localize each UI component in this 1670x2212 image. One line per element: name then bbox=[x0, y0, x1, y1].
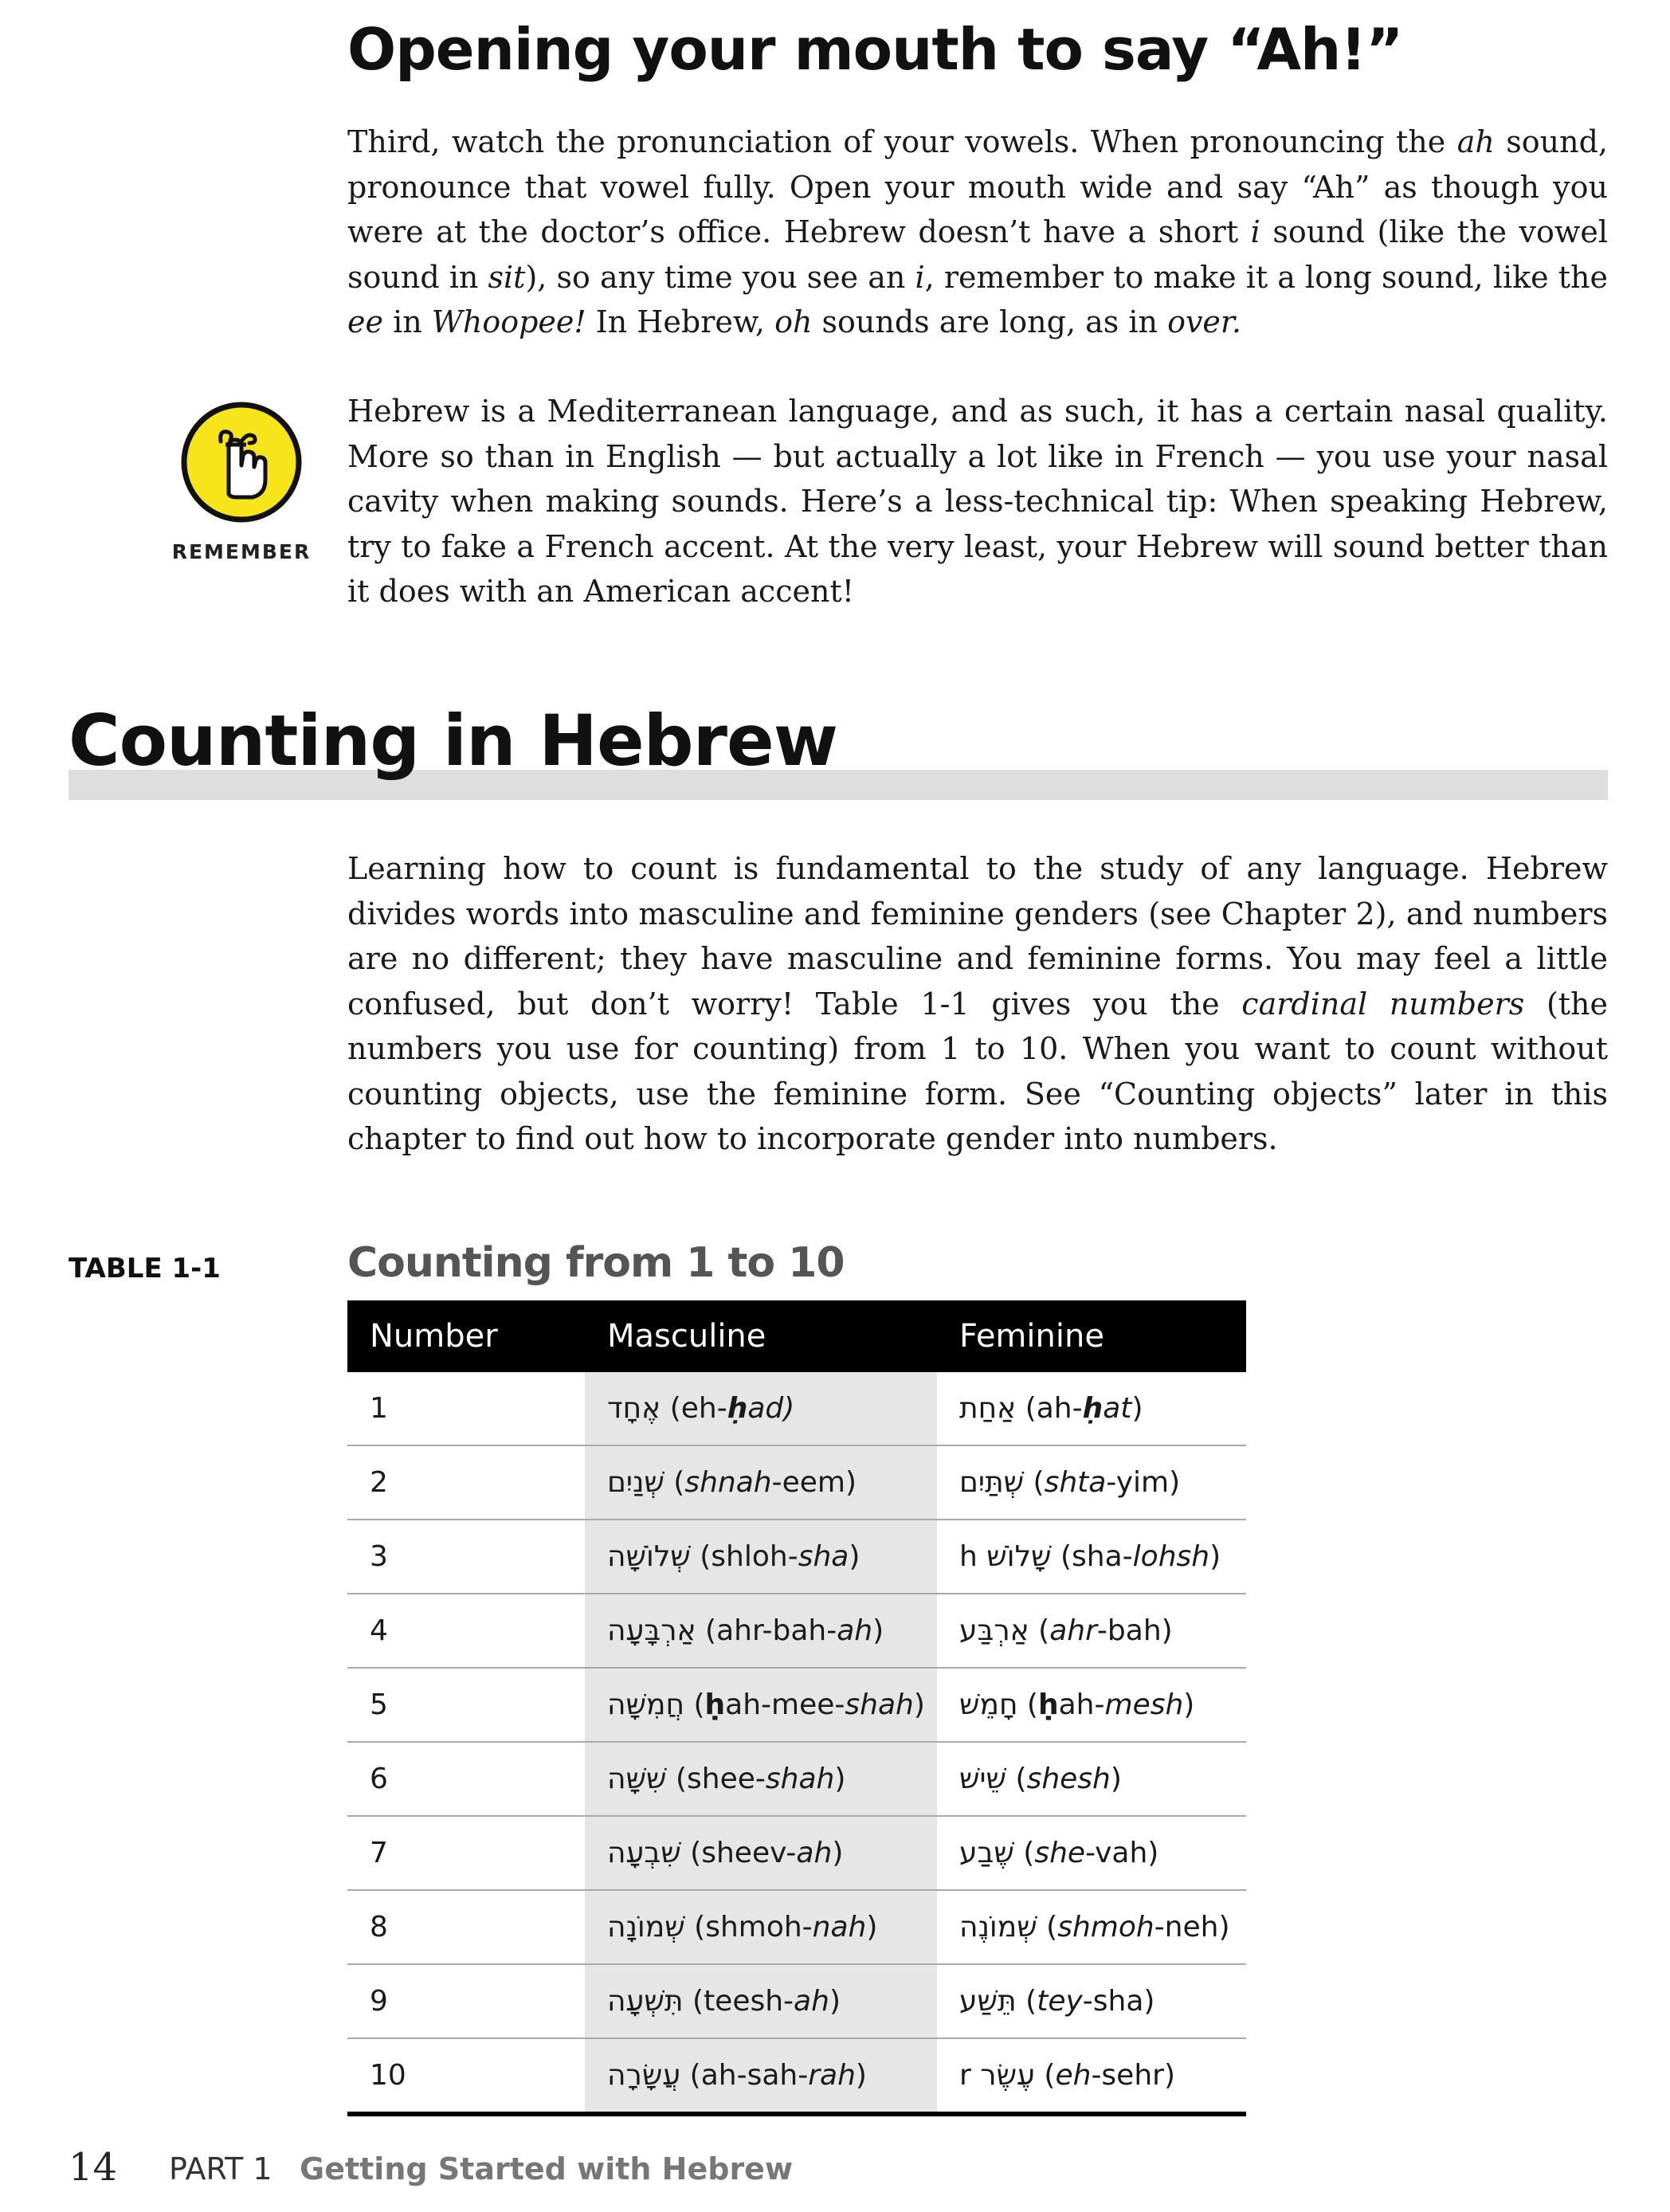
cell-feminine: אַרְבַּע (ahr-bah) bbox=[937, 1594, 1246, 1668]
cell-feminine: שְׁתַּיִם (shta-yim) bbox=[937, 1445, 1246, 1520]
table-row bbox=[347, 1372, 1246, 1445]
table-label: TABLE 1-1 bbox=[69, 1253, 221, 1284]
table-row bbox=[347, 1964, 1246, 2038]
cell-masculine: אֶחָד (eh-ḥad) bbox=[585, 1372, 937, 1445]
cell-masculine: שְׁלוֹשָׁה (shloh-sha) bbox=[585, 1520, 937, 1594]
remember-label: REMEMBER bbox=[171, 540, 312, 563]
page-number: 14 bbox=[69, 2145, 118, 2190]
table-row bbox=[347, 1668, 1246, 1742]
cell-number: 10 bbox=[347, 2038, 585, 2114]
table-row bbox=[347, 2038, 1246, 2114]
cell-masculine: תִּשְׁעָה (teesh-ah) bbox=[585, 1964, 937, 2038]
part-label: PART 1 bbox=[169, 2151, 272, 2187]
cell-feminine: h שָׁלוֹשׁ (sha-lohsh) bbox=[937, 1520, 1246, 1594]
part-title: Getting Started with Hebrew bbox=[300, 2151, 794, 2187]
table-row bbox=[347, 1445, 1246, 1520]
cell-number: 9 bbox=[347, 1964, 585, 2038]
cell-feminine: שֶׁבַע (she-vah) bbox=[937, 1816, 1246, 1890]
header-feminine: Feminine bbox=[937, 1300, 1246, 1372]
cell-feminine: אַחַת (ah-ḥat) bbox=[937, 1372, 1246, 1445]
cell-number: 1 bbox=[347, 1372, 585, 1445]
cell-number: 6 bbox=[347, 1742, 585, 1816]
table-row bbox=[347, 1890, 1246, 1964]
paragraph-nasal: Hebrew is a Mediterranean language, and as such, it has a certain nasal quality. More so than in English — but actually a lot like in French — you use your nasal cavity when making sounds. Here’s a less-technical tip: When speaking Hebrew, try to fake a French accent. At the very least, your Hebrew will sound better than it does with an American accent! bbox=[347, 394, 1608, 609]
table-row bbox=[347, 1816, 1246, 1890]
cell-masculine: חֲמִשָּׁה (ḥah-mee-shah) bbox=[585, 1668, 937, 1742]
paragraph-counting: Learning how to count is fundamental to the study of any language. Hebrew divides words into masculine and feminine genders (see Chapter 2), and numbers are no different; they have masculine and feminine forms. You may feel a little confused, but don’t worry! Table 1-1 gives you the cardinal numbers (the numbers you use for counting) from 1 to 10. When you want to count without counting objects, use the feminine form. See “Counting objects” later in this chapter to find out how to incorporate gender into numbers. bbox=[347, 851, 1609, 1156]
table-body bbox=[347, 1372, 1246, 2114]
cell-number: 3 bbox=[347, 1520, 585, 1594]
cell-number: 2 bbox=[347, 1445, 585, 1520]
section-heading-counting: Counting in Hebrew bbox=[69, 700, 837, 782]
cell-number: 4 bbox=[347, 1594, 585, 1668]
table-title: Counting from 1 to 10 bbox=[347, 1239, 845, 1287]
cell-feminine: r עֶשֶׂר (eh-sehr) bbox=[937, 2038, 1246, 2114]
cell-number: 8 bbox=[347, 1890, 585, 1964]
table-header-row bbox=[347, 1300, 1246, 1372]
table-row bbox=[347, 1742, 1246, 1816]
paragraph-vowels: Third, watch the pronunciation of your vowels. When pronouncing the ah sound, pronounce that vowel fully. Open your mouth wide and say “Ah” as though you were at the doctor’s office. Hebrew doesn’t have a short i sound (like the vowel sound in sit), so any time you see an i, remember to make it a long sound, like the ee in Whoopee! In Hebrew, oh sounds are long, as in over. bbox=[347, 124, 1609, 339]
cell-number: 7 bbox=[347, 1816, 585, 1890]
remember-finger-icon bbox=[179, 400, 304, 524]
cell-masculine: אַרְבָּעָה (ahr-bah-ah) bbox=[585, 1594, 937, 1668]
table-row bbox=[347, 1520, 1246, 1594]
header-masculine: Masculine bbox=[585, 1300, 937, 1372]
cell-masculine: עֲשָׂרָה (ah-sah-rah) bbox=[585, 2038, 937, 2114]
cell-masculine: שְׁמוֹנָה (shmoh-nah) bbox=[585, 1890, 937, 1964]
section-heading-ah: Opening your mouth to say “Ah!” bbox=[347, 16, 1403, 83]
header-number: Number bbox=[347, 1300, 585, 1372]
cell-feminine: חָמֵשׁ (ḥah-mesh) bbox=[937, 1668, 1246, 1742]
table-row bbox=[347, 1594, 1246, 1668]
numbers-table bbox=[347, 1300, 1246, 2116]
cell-number: 5 bbox=[347, 1668, 585, 1742]
cell-masculine: שִׁשָּׁה (shee-shah) bbox=[585, 1742, 937, 1816]
cell-masculine: שְׁנַיִם (shnah-eem) bbox=[585, 1445, 937, 1520]
cell-feminine: שֵׁישׁ (shesh) bbox=[937, 1742, 1246, 1816]
cell-masculine: שִׁבְעָה (sheev-ah) bbox=[585, 1816, 937, 1890]
cell-feminine: שְׁמוֹנֶה (shmoh-neh) bbox=[937, 1890, 1246, 1964]
cell-feminine: תֵּשַׁע (tey-sha) bbox=[937, 1964, 1246, 2038]
